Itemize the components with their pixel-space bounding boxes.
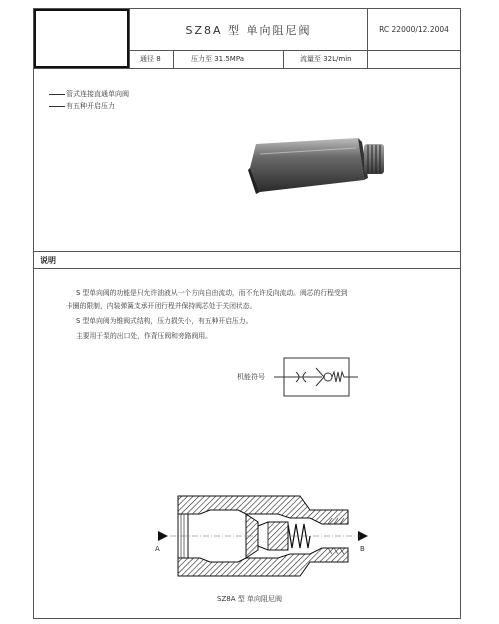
feature-item: 管式连接直通单向阀: [66, 90, 129, 98]
logo-box: [34, 9, 129, 68]
section-heading: 说明: [40, 256, 56, 265]
section-drawing: [150, 488, 372, 584]
description-line: S 型单向阀为锥阀式结构，压力损失小，有五种开启压力。: [76, 317, 253, 325]
spec-bore: 通径 8: [140, 55, 161, 63]
check-valve-symbol: [274, 356, 358, 398]
valve-photo: [248, 136, 388, 198]
feature-item: 有五种开启压力: [66, 102, 115, 110]
description-line: S 型单向阀的功能是只允许油液从一个方向自由流动，而不允许反向流动。阀芯的行程受到: [76, 289, 348, 297]
description-line: 卡圈的限制，内装弹簧支承开闭行程并保持阀芯处于关闭状态。: [66, 302, 257, 310]
spec-divider: [283, 50, 284, 68]
header-bottom-rule: [33, 68, 461, 69]
product-title: SZ8A 型 单向阻尼阀: [185, 23, 312, 37]
symbol-label: 机能符号: [237, 373, 265, 381]
port-b-label: B: [360, 545, 365, 553]
standard-number: RC 22000/12.2004: [379, 25, 449, 34]
header-divider: [129, 50, 461, 51]
port-a-label: A: [155, 545, 160, 553]
section-rule: [33, 251, 461, 252]
drawing-caption: SZ8A 型 单向阻尼阀: [217, 595, 282, 603]
spec-flow: 流量至 32L/min: [300, 55, 352, 63]
spec-pressure: 压力至 31.5MPa: [191, 55, 245, 63]
section-rule: [33, 268, 461, 269]
description-line: 主要用于泵的出口处，作背压阀和旁路阀用。: [76, 332, 212, 340]
spec-divider: [173, 50, 174, 68]
